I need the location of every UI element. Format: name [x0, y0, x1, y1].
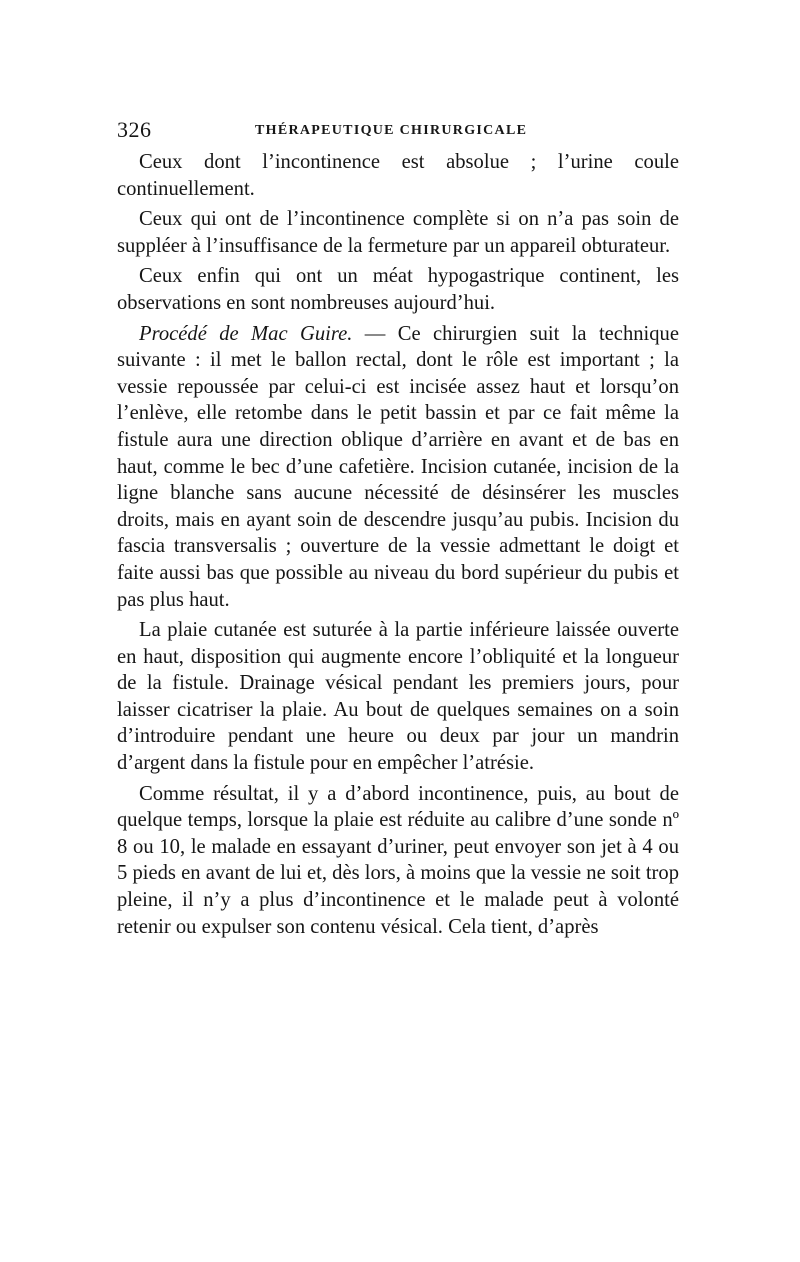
page-number: 326 [117, 117, 152, 142]
paragraph-5 [117, 617, 679, 777]
paragraph-3 [117, 263, 679, 316]
paragraph-5-text: La plaie cutanée est suturée à la partie inférieure laissée ouverte en haut, disposition qui augmente encore l’obliquité et la longueur de la fistule. Drainage vésical pendant les premiers jours, pour laisser cicatriser la plaie. Au bout de quelques semaines on a soin d’introduire pendant une heure ou deux par jour un mandrin d’argent dans la fistule pour en empêcher l’atrésie. [117, 619, 679, 775]
paragraph-2 [117, 206, 679, 259]
paragraph-3-text: Ceux enfin qui ont un méat hypogastrique continent, les observations en sont nombreuses aujourd’hui. [117, 265, 679, 314]
running-title: THÉRAPEUTIQUE CHIRURGICALE [255, 123, 528, 138]
paragraph-6 [117, 781, 679, 941]
paragraph-4-text: — Ce chirurgien suit la technique suivante : il met le ballon rectal, dont le rôle est important ; la vessie repoussée par celui-ci est incisée assez haut et lorsqu’on l’enlève, elle retombe dans le petit bassin et par ce fait même la fistule aura une direction oblique d’arrière en avant et de bas en haut, comme le bec d’une cafetière. Incision cutanée, incision de la ligne blanche sans aucune nécessité de désinsérer les muscles droits, mais en ayant soin de descendre jusqu’au pubis. Incision du fascia transversalis ; ouverture de la vessie admettant le doigt et faite aussi bas que possible au niveau du bord supérieur du pubis et pas plus haut. [117, 322, 679, 611]
paragraph-4 [117, 321, 679, 614]
book-page [117, 113, 679, 944]
paragraph-4-lead: Procédé de Mac Guire. [139, 322, 353, 345]
paragraph-2-text: Ceux qui ont de l’incontinence complète si on n’a pas soin de suppléer à l’insuffisance de la fermeture par un appareil obturateur. [117, 208, 679, 257]
paragraph-6-text: Comme résultat, il y a d’abord incontinence, puis, au bout de quelque temps, lorsque la plaie est réduite au calibre d’une sonde nº 8 ou 10, le malade en essayant d’uriner, peut envoyer son jet à 4 ou 5 pieds en avant de lui et, dès lors, à moins que la vessie ne soit trop pleine, il n’y a plus d’incontinence et le malade peut à volonté retenir ou expulser son contenu vésical. Cela tient, d’après [117, 782, 679, 938]
paragraph-1 [117, 149, 679, 202]
paragraph-1-text: Ceux dont l’incontinence est absolue ; l’urine coule continuellement. [117, 151, 679, 200]
body-text [117, 149, 679, 940]
page-header [117, 113, 679, 149]
